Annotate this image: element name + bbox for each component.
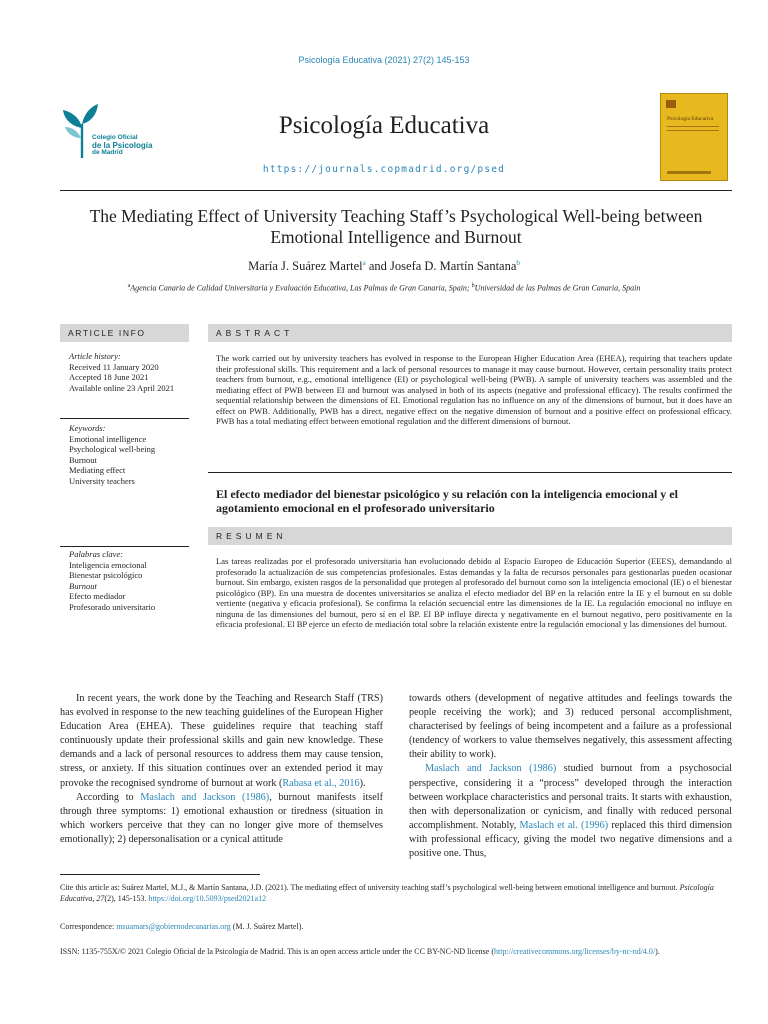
author-name: Josefa D. Martín Santana bbox=[390, 259, 517, 274]
body-paragraph bbox=[60, 791, 383, 847]
affil-mark: a bbox=[127, 283, 131, 289]
body-text: According to bbox=[76, 791, 141, 803]
cover-rule bbox=[667, 126, 719, 127]
affiliation-a: Agencia Canaria de Calidad Universitaria y Evaluación Educativa, Las Palmas de Gran Canaria, Spain; bbox=[130, 283, 472, 293]
citation-text: Cite this article as: Suárez Martel, M.J., & Martín Santana, J.D. (2021). The mediating effect of university teaching staff’s psychological well-being between emotional intelligence and burnout. bbox=[60, 883, 680, 892]
resumen-text: Las tareas realizadas por el profesorado universitaria han evolucionado debido al Espacio Europeo de Educación Superior (EEES), demandando al profesorado la actualización de sus competencias profesionales. Estas demandas y la falta de recursos personales para gestionarlas pueden ocasionar burnout. Sin embargo, existen rasgos de la personalidad que protegen al profesorado del burnout como son la inteligencia emocional (IE) o el bienestar psicológico (BP). En una muestra de docentes universitarios se analiza el efecto mediador del BP en la relación entre la IE y el burnout en su doble vertiente (negativa y eficacia profesional). Se confirma la relación secuencial entre las dimensiones de la IE. La regulación emocional no influye en ninguna de las dimensiones del burnout, pero sí en el BP. El BP influye directa y negativamente en el burnout negativo, pero positivamente en la eficacia profesional. El BP ejerce un efecto de mediación total sobre la relación existente entre la regulación emocional y las dimensiones del burnout. bbox=[216, 556, 732, 629]
body-text: ). bbox=[359, 777, 366, 789]
body-text: In recent years, the work done by the Teaching and Research Staff (TRS) has evolved in response to the new teaching guidelines of the European Higher Education Area (EHEA). These guidelines require that teaching staff continuously update their professional skills and gain new knowledge. These demands and a lack of personal resources to address them may cause tension, stress, or anxiety. If this situation continues over an extended period it may provoke the recognised syndrome of burnout at work ( bbox=[60, 693, 383, 789]
article-info-heading: ARTICLE INFO bbox=[60, 324, 189, 342]
keyword-item: Emotional intelligence bbox=[69, 433, 147, 444]
cover-rule bbox=[667, 130, 719, 131]
header-divider bbox=[60, 190, 732, 191]
correspondence-name: (M. J. Suárez Martel). bbox=[230, 922, 304, 931]
palabra-item: Profesorado universitario bbox=[69, 601, 156, 612]
citation-text: (2), 145-153. bbox=[104, 893, 149, 903]
keyword-item: Burnout bbox=[69, 454, 97, 465]
author-conjunction: and bbox=[365, 259, 391, 274]
license-link[interactable]: http://creativecommons.org/licenses/by-nc-nd/4.0/ bbox=[494, 947, 656, 956]
sidebar-divider bbox=[60, 546, 189, 547]
citation-journal: Psicología Educativa, 27 bbox=[60, 883, 714, 903]
citation-link[interactable]: Rabasa et al., 2016 bbox=[282, 777, 360, 789]
doi-link[interactable]: https://doi.org/10.5093/psed2021a12 bbox=[148, 893, 267, 903]
license-note bbox=[60, 947, 732, 958]
logo-line-3: de Madrid bbox=[92, 149, 123, 156]
body-paragraph bbox=[409, 762, 732, 861]
citation-link[interactable]: Maslach and Jackson (1986) bbox=[140, 791, 270, 803]
palabras-clave-list bbox=[69, 549, 155, 612]
body-text: , burnout manifests itself through three symptoms: 1) emotional exhaustion or tiredness (situation in which workers perceive that they can no longer give more of themselves emotionally); 2) depersonalisation or a cynical attitude bbox=[60, 791, 384, 845]
keywords-label: Keywords: bbox=[69, 423, 106, 433]
affil-mark: b bbox=[471, 283, 475, 289]
paper-title: The Mediating Effect of University Teaching Staff’s Psychological Well-being between Emotional Intelligence and Burnout bbox=[89, 206, 703, 247]
license-text: ). bbox=[655, 947, 660, 956]
palabras-label: Palabras clave: bbox=[69, 549, 124, 559]
author-affil-mark: a bbox=[362, 259, 366, 267]
palabra-item: Bienestar psicológico bbox=[69, 570, 143, 580]
body-paragraph: towards others (development of negative attitudes and feelings towards the people receiving the work); and 3) reduced personal accomplishment, characterised by feelings of being incompetent and a failure as a professional (tendency of workers to value themselves negatively, this assessment affecting their ability to work). bbox=[409, 693, 732, 761]
abstract-divider bbox=[208, 472, 732, 473]
logo-line-2: de la Psicología bbox=[92, 140, 153, 150]
body-text: replaced this third dimension with professional efficacy, giving the model two negative dimensions and a positive one. Thus, bbox=[409, 819, 732, 860]
affiliation-b: Universidad de las Palmas de Gran Canaria, Spain bbox=[474, 283, 641, 293]
resumen-heading: RESUMEN bbox=[208, 527, 732, 545]
keyword-item: Psychological well-being bbox=[69, 444, 156, 454]
citation-note bbox=[60, 883, 732, 904]
history-item: Available online 23 April 2021 bbox=[69, 382, 175, 393]
journal-cover-thumbnail bbox=[660, 93, 728, 181]
cover-logo bbox=[666, 100, 676, 108]
journal-reference: Psicología Educativa (2021) 27(2) 145-153 bbox=[298, 55, 470, 65]
abstract-text: The work carried out by university teachers has evolved in response to the European Higher Education Area (EHEA), requiring that teachers update their professional skills. This requirement and a lack of personal resources to manage it may cause burnout. However, certain personality traits protect teachers from burnout, e.g., emotional intelligence (EI) or psychological well-being (PWB). A sample of university teachers was assembled and the mediating effect of PWB between EI and burnout was analysed in both of its aspects (negative and professional efficacy). The results confirmed the sequential relationship between the dimensions of EI. Emotional regulation has no influence on any of the dimensions of burnout, but it does have an effect on PWB. Additionally, PWB has a direct, negative effect on the negative dimension of burnout and a positive effect on professional efficacy. PWB has a total mediating effect between emotional regulation and the different dimensions of burnout. bbox=[216, 353, 732, 426]
author-affil-mark: b bbox=[516, 259, 520, 267]
journal-url-link[interactable]: https://journals.copmadrid.org/psed bbox=[262, 164, 506, 175]
author-list bbox=[0, 259, 768, 274]
body-text: studied burnout from a psychosocial perspective, considering it a “process” developed through the interaction between workplace characteristics and personal traits. It starts with exhaustion, then with depersonalization or cynicism, and finally with reduced personal accomplishment. Notably, bbox=[409, 763, 732, 831]
citation-link[interactable]: Maslach et al. (1996) bbox=[519, 819, 609, 831]
spanish-title: El efecto mediador del bienestar psicológico y su relación con la inteligencia emocional y el agotamiento emocional en el profesorado universitario bbox=[216, 487, 678, 515]
history-item: Accepted 18 June 2021 bbox=[69, 372, 149, 382]
affiliations bbox=[0, 283, 768, 293]
keywords-list bbox=[69, 423, 155, 486]
palabra-item: Inteligencia emocional bbox=[69, 559, 147, 570]
palabra-item: Efecto mediador bbox=[69, 591, 126, 601]
correspondence-label: Correspondence: bbox=[60, 922, 117, 931]
citation-link[interactable]: Maslach and Jackson (1986) bbox=[425, 763, 557, 775]
cover-footer-bar bbox=[667, 171, 711, 174]
keyword-item: Mediating effect bbox=[69, 465, 126, 475]
body-column-right bbox=[409, 692, 732, 861]
palabra-item: Burnout bbox=[69, 580, 97, 591]
footnote-divider bbox=[60, 874, 260, 875]
body-paragraph bbox=[60, 692, 383, 791]
article-history bbox=[69, 351, 174, 393]
abstract-heading: ABSTRACT bbox=[208, 324, 732, 342]
journal-title: Psicología Educativa bbox=[278, 112, 490, 139]
history-item: Received 11 January 2020 bbox=[69, 361, 159, 372]
cover-title: Psicología Educativa bbox=[667, 116, 714, 122]
correspondence-note bbox=[60, 922, 732, 933]
license-text: ISSN: 1135-755X/© 2021 Colegio Oficial de la Psicología de Madrid. This is an open access article under the CC BY-NC-ND license ( bbox=[60, 947, 494, 956]
sidebar-divider bbox=[60, 418, 189, 419]
author-name: María J. Suárez Martel bbox=[248, 259, 363, 274]
email-link[interactable]: msuamars@gobiernodecanarias.org bbox=[116, 922, 231, 931]
history-label: Article history: bbox=[69, 351, 121, 361]
body-column-left bbox=[60, 692, 383, 847]
logo-line-1: Colegio Oficial bbox=[92, 134, 138, 141]
keyword-item: University teachers bbox=[69, 475, 135, 486]
